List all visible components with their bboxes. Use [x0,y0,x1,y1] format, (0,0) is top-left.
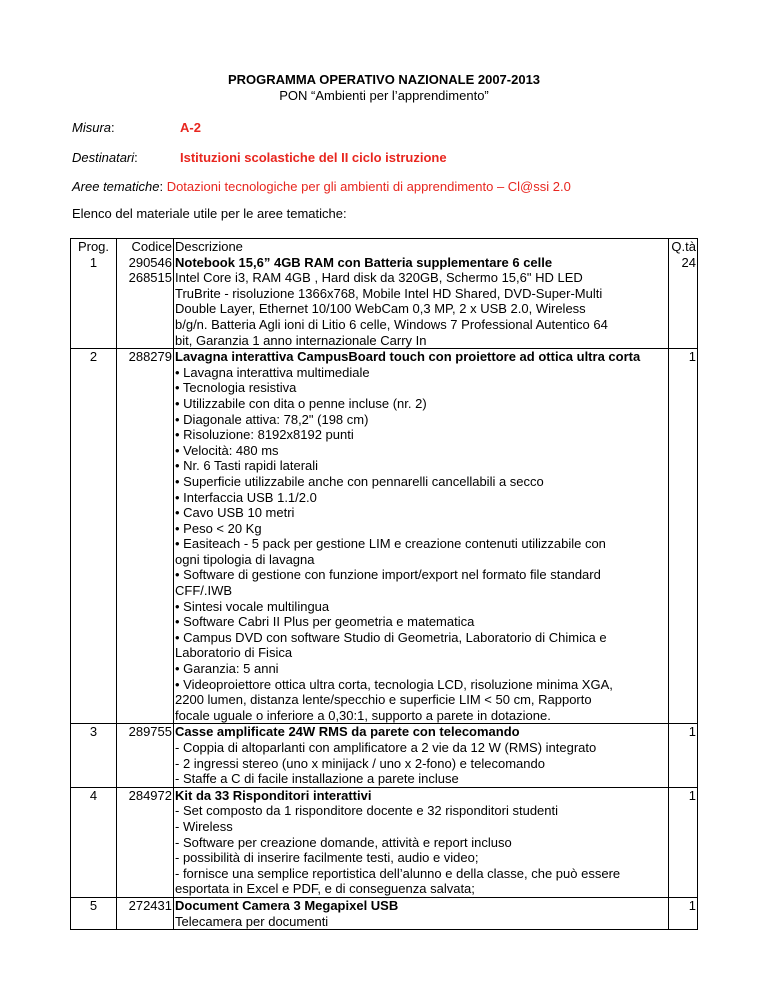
misura-value: A-2 [180,120,201,135]
item-detail-line: Double Layer, Ethernet 10/100 WebCam 0,3 MP, 2 x USB 2.0, Wireless [175,301,586,317]
table-row [71,349,698,724]
item-qty: 1 [669,897,698,929]
item-detail-line: • Easiteach - 5 pack per gestione LIM e creazione contenuti utilizzabile con [175,536,606,552]
item-codes [117,897,174,929]
item-qty: 1 [669,724,698,787]
item-prog: 5 [71,897,117,929]
item-codes [117,349,174,724]
item-name: Kit da 33 Risponditori interattivi [175,787,372,803]
destinatari-value: Istituzioni scolastiche del II ciclo istruzione [180,150,447,165]
item-name: Document Camera 3 Megapixel USB [175,897,399,913]
item-qty: 1 [669,349,698,724]
header-codice: Codice [117,239,174,255]
item-detail-line: • Tecnologia resistiva [175,380,297,396]
destinatari-label: Destinatari [72,150,135,165]
item-description [174,897,669,929]
item-prog: 1 [71,255,117,349]
item-detail-line: ogni tipologia di lavagna [175,551,315,567]
table-row [71,255,698,349]
item-code: 290546 [128,254,172,270]
item-detail-line: - 2 ingressi stereo (uno x minijack / uno x 2-fono) e telecomando [175,755,545,771]
item-detail-line: b/g/n. Batteria Agli ioni di Litio 6 celle, Windows 7 Professional Autentico 64 [175,316,608,332]
item-code: 289755 [128,724,172,740]
item-code: 268515 [128,270,172,286]
item-qty: 24 [681,254,696,270]
item-code: 272431 [128,897,172,913]
intro-text: Elenco del materiale utile per le aree tematiche: [72,206,347,221]
table-row [71,787,698,897]
item-detail-line: CFF/.IWB [175,583,233,599]
item-codes [117,255,174,349]
item-detail-line: esportata in Excel e PDF, e di conseguenza salvata; [175,881,475,897]
item-detail-line: bit, Garanzia 1 anno internazionale Carry In [175,332,427,348]
item-detail-line: - Set composto da 1 risponditore docente e 32 risponditori studenti [175,803,559,819]
item-detail-line: focale uguale o inferiore a 0,30:1, supporto a parete in dotazione. [175,707,551,723]
item-name: Casse amplificate 24W RMS da parete con telecomando [175,724,520,740]
item-code: 284972 [128,787,172,803]
document-subtitle: PON “Ambienti per l’apprendimento” [279,88,489,103]
item-name: Lavagna interattiva CampusBoard touch con proiettore ad ottica ultra corta [175,349,641,365]
item-detail-line: 2200 lumen, distanza lente/specchio e superficie LIM < 50 cm, Rapporto [175,692,592,708]
item-detail-line: Laboratorio di Fisica [175,645,293,661]
document-title: PROGRAMMA OPERATIVO NAZIONALE 2007-2013 [227,72,541,87]
aree-label: Aree tematiche [72,179,160,194]
item-detail-line: • Videoproiettore ottica ultra corta, tecnologia LCD, risoluzione minima XGA, [175,676,613,692]
item-detail-line: - Staffe a C di facile installazione a parete incluse [175,771,459,787]
table-row [71,724,698,787]
destinatari-row [72,150,447,165]
item-description [174,349,669,724]
item-detail-line: • Nr. 6 Tasti rapidi laterali [175,458,319,474]
item-detail-line: - possibilità di inserire facilmente testi, audio e video; [175,850,479,866]
aree-row [72,179,571,194]
aree-colon: : [159,179,164,194]
item-detail-line: • Campus DVD con software Studio di Geometria, Laboratorio di Chimica e [175,629,607,645]
header-prog: Prog. [71,239,117,255]
item-prog: 2 [71,349,117,724]
item-detail-line: - Coppia di altoparlanti con amplificatore a 2 vie da 12 W (RMS) integrato [175,740,597,755]
item-detail-line: • Peso < 20 Kg [175,520,262,536]
item-prog: 4 [71,787,117,897]
item-detail-line: • Velocità: 480 ms [175,442,279,458]
item-code: 288279 [128,349,172,365]
item-description [174,787,669,897]
item-description [174,255,669,349]
misura-row [72,120,201,135]
item-qty: 1 [669,787,698,897]
item-detail-line: - Software per creazione domande, attività e report incluso [175,834,512,850]
item-detail-line: • Risoluzione: 8192x8192 punti [175,427,354,443]
item-detail-line: • Software Cabri II Plus per geometria e matematica [175,614,475,630]
item-codes [117,724,174,787]
item-detail-line: • Garanzia: 5 anni [175,661,279,677]
item-name: Notebook 15,6” 4GB RAM con Batteria supplementare 6 celle [175,254,553,270]
item-detail-line: • Utilizzabile con dita o penne incluse (nr. 2) [175,395,427,411]
item-detail-line: • Software di gestione con funzione import/export nel formato file standard [175,567,601,583]
destinatari-colon: : [134,150,138,165]
item-detail-line: • Cavo USB 10 metri [175,505,295,521]
table-row [71,897,698,929]
table-header-row [71,239,698,255]
misura-label: Misura [72,120,112,135]
item-codes [117,787,174,897]
misura-colon: : [111,120,115,135]
item-detail-line: Intel Core i3, RAM 4GB , Hard disk da 320GB, Schermo 15,6" HD LED [175,270,583,286]
item-detail-line: TruBrite - risoluzione 1366x768, Mobile Intel HD Shared, DVD-Super-Multi [175,285,603,301]
item-detail-line: • Superficie utilizzabile anche con pennarelli cancellabili a secco [175,473,544,489]
item-detail-line: • Lavagna interattiva multimediale [175,364,370,380]
item-detail-line: - fornisce una semplice reportistica dell’alunno e della classe, che può essere [175,865,621,881]
header-qta: Q.tà [671,239,696,254]
item-detail-line: - Wireless [175,818,233,834]
item-detail-line: • Interfaccia USB 1.1/2.0 [175,489,317,505]
item-description [174,724,669,787]
item-detail-line: • Sintesi vocale multilingua [175,598,330,614]
item-detail-line: • Diagonale attiva: 78,2" (198 cm) [175,411,369,427]
materials-table [70,238,698,930]
aree-value: Dotazioni tecnologiche per gli ambienti di apprendimento – Cl@ssi 2.0 [166,179,571,194]
header-descrizione: Descrizione [174,239,669,255]
item-detail-line: Telecamera per documenti [175,913,329,929]
item-prog: 3 [71,724,117,787]
